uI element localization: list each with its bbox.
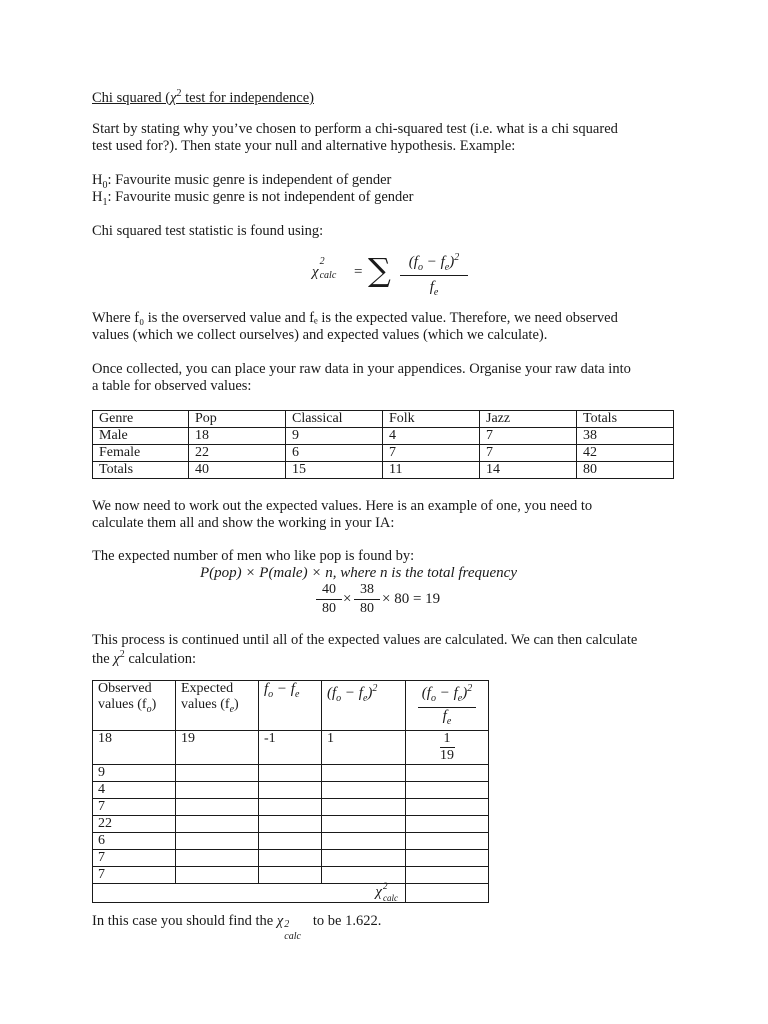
table-cell: $\frac{1}{19}$ [406,731,489,765]
table-cell [259,765,322,782]
alternative-hypothesis: $H_1$: Favourite music genre is not independent of gender [92,189,414,208]
table-cell: 15 [286,462,383,479]
table-cell: 14 [480,462,577,479]
table-cell [176,816,259,833]
observed-header: Observed values $(f_o)$ [93,681,176,731]
table-cell: 6 [93,833,176,850]
table-header-cell: Jazz [480,411,577,428]
expected-result: × 80 = 19 [382,591,441,607]
table-cell: 9 [93,765,176,782]
table-header-row [93,681,489,731]
table-cell [322,850,406,867]
expected-header: Expected values $(f_e)$ [176,681,259,731]
table-cell: Male [93,428,189,445]
chi-calc-total-value [406,884,489,903]
squared-difference-header: $(f_o - f_e)^2$ [322,681,406,731]
table-cell [406,867,489,884]
expected-intro-line-2: calculate them all and show the working in your IA: [92,515,395,531]
table-cell [259,782,322,799]
table-cell: 22 [93,816,176,833]
table-cell [406,850,489,867]
table-cell [406,816,489,833]
table-row [93,833,489,850]
table-row [93,462,674,479]
table-header-cell: Totals [577,411,674,428]
table-cell [259,850,322,867]
expected-intro-line-1: We now need to work out the expected values. Here is an example of one, you need to [92,498,593,514]
table-cell: 42 [577,445,674,462]
table-cell [176,867,259,884]
table-cell: 22 [189,445,286,462]
table-cell: 38 [577,428,674,445]
table-header-cell: Pop [189,411,286,428]
table-cell [322,782,406,799]
table-row [93,850,489,867]
table-row [93,428,674,445]
table-header-cell: Folk [383,411,480,428]
conclusion: In this case you should find the χ 2 calc to be 1.622. [92,913,382,942]
expected-example-line: The expected number of men who like pop is found by: [92,548,415,564]
table-row [93,765,489,782]
table-cell: 7 [480,428,577,445]
table-cell: 18 [189,428,286,445]
table-cell: 4 [383,428,480,445]
table-row [93,816,489,833]
expected-formula: P(pop) × P(male) × n, where n is the total frequency [200,565,517,581]
table-cell: 18 [93,731,176,765]
table-cell [259,799,322,816]
table-cell: 9 [286,428,383,445]
table-row [93,782,489,799]
table-cell: 7 [93,867,176,884]
where-line-2: values (which we collect ourselves) and expected values (which we calculate). [92,327,548,343]
table-cell [406,782,489,799]
table-cell [322,799,406,816]
process-line-2: the $\chi^2$ calculation: [92,649,196,667]
table-cell [322,765,406,782]
table-cell [176,782,259,799]
table-cell [322,816,406,833]
fraction-40-80: $\frac{40}{80}$ [316,582,342,617]
table-header-cell: Classical [286,411,383,428]
intro-line-1: Start by stating why you’ve chosen to perform a chi-squared test (i.e. what is a chi squared [92,121,618,137]
null-hypothesis: $H_0$: Favourite music genre is independent of gender [92,172,392,191]
total-row [93,884,489,903]
collected-line-2: a table for observed values: [92,378,252,394]
statistic-intro: Chi squared test statistic is found using: [92,223,324,239]
table-row [93,799,489,816]
table-row [93,867,489,884]
table-cell: Female [93,445,189,462]
table-header-cell: Genre [93,411,189,428]
chi-contribution-header: $\frac{(f_o - f_e)^2}{f_e}$ [406,681,489,731]
process-line-1: This process is continued until all of the expected values are calculated. We can then calculate [92,632,638,648]
page-title: Chi squared ($\chi^2$ test for independence) [92,88,314,106]
table-cell: 19 [176,731,259,765]
table-cell [322,833,406,850]
table-cell [406,833,489,850]
table-cell: 7 [93,799,176,816]
table-cell: 4 [93,782,176,799]
times-sign: × [343,591,352,607]
chi-squared-formula: χ 2 calc = ∑ $\frac{(f_o - f_e)^2}{f_e}$ [312,252,472,298]
table-cell [176,850,259,867]
table-cell [406,799,489,816]
table-cell [176,765,259,782]
table-cell: 6 [286,445,383,462]
chi-squared-calculation-table [92,680,489,903]
table-cell [322,867,406,884]
table-cell: 7 [383,445,480,462]
intro-line-2: test used for?). Then state your null and alternative hypothesis. Example: [92,138,516,154]
observed-values-table [92,410,674,479]
table-cell [259,833,322,850]
table-cell: 11 [383,462,480,479]
table-cell: 7 [93,850,176,867]
table-cell [259,816,322,833]
where-line-1: Where f₀ is the overserved value and fₑ is the expected value. Therefore, we need observed [92,310,618,326]
difference-header: $f_o - f_e$ [259,681,322,731]
table-cell: 7 [480,445,577,462]
collected-line-1: Once collected, you can place your raw data in your appendices. Organise your raw data into [92,361,631,377]
table-cell: Totals [93,462,189,479]
table-row [93,445,674,462]
table-row [93,731,489,765]
table-header-row [93,411,674,428]
table-cell: 40 [189,462,286,479]
table-cell [176,799,259,816]
table-cell: 80 [577,462,674,479]
table-cell [406,765,489,782]
table-cell: 1 [322,731,406,765]
table-cell: -1 [259,731,322,765]
chi-calc-total-label: χ 2 calc [93,884,406,903]
table-cell [259,867,322,884]
table-cell [176,833,259,850]
fraction-38-80: $\frac{38}{80}$ [354,582,380,617]
